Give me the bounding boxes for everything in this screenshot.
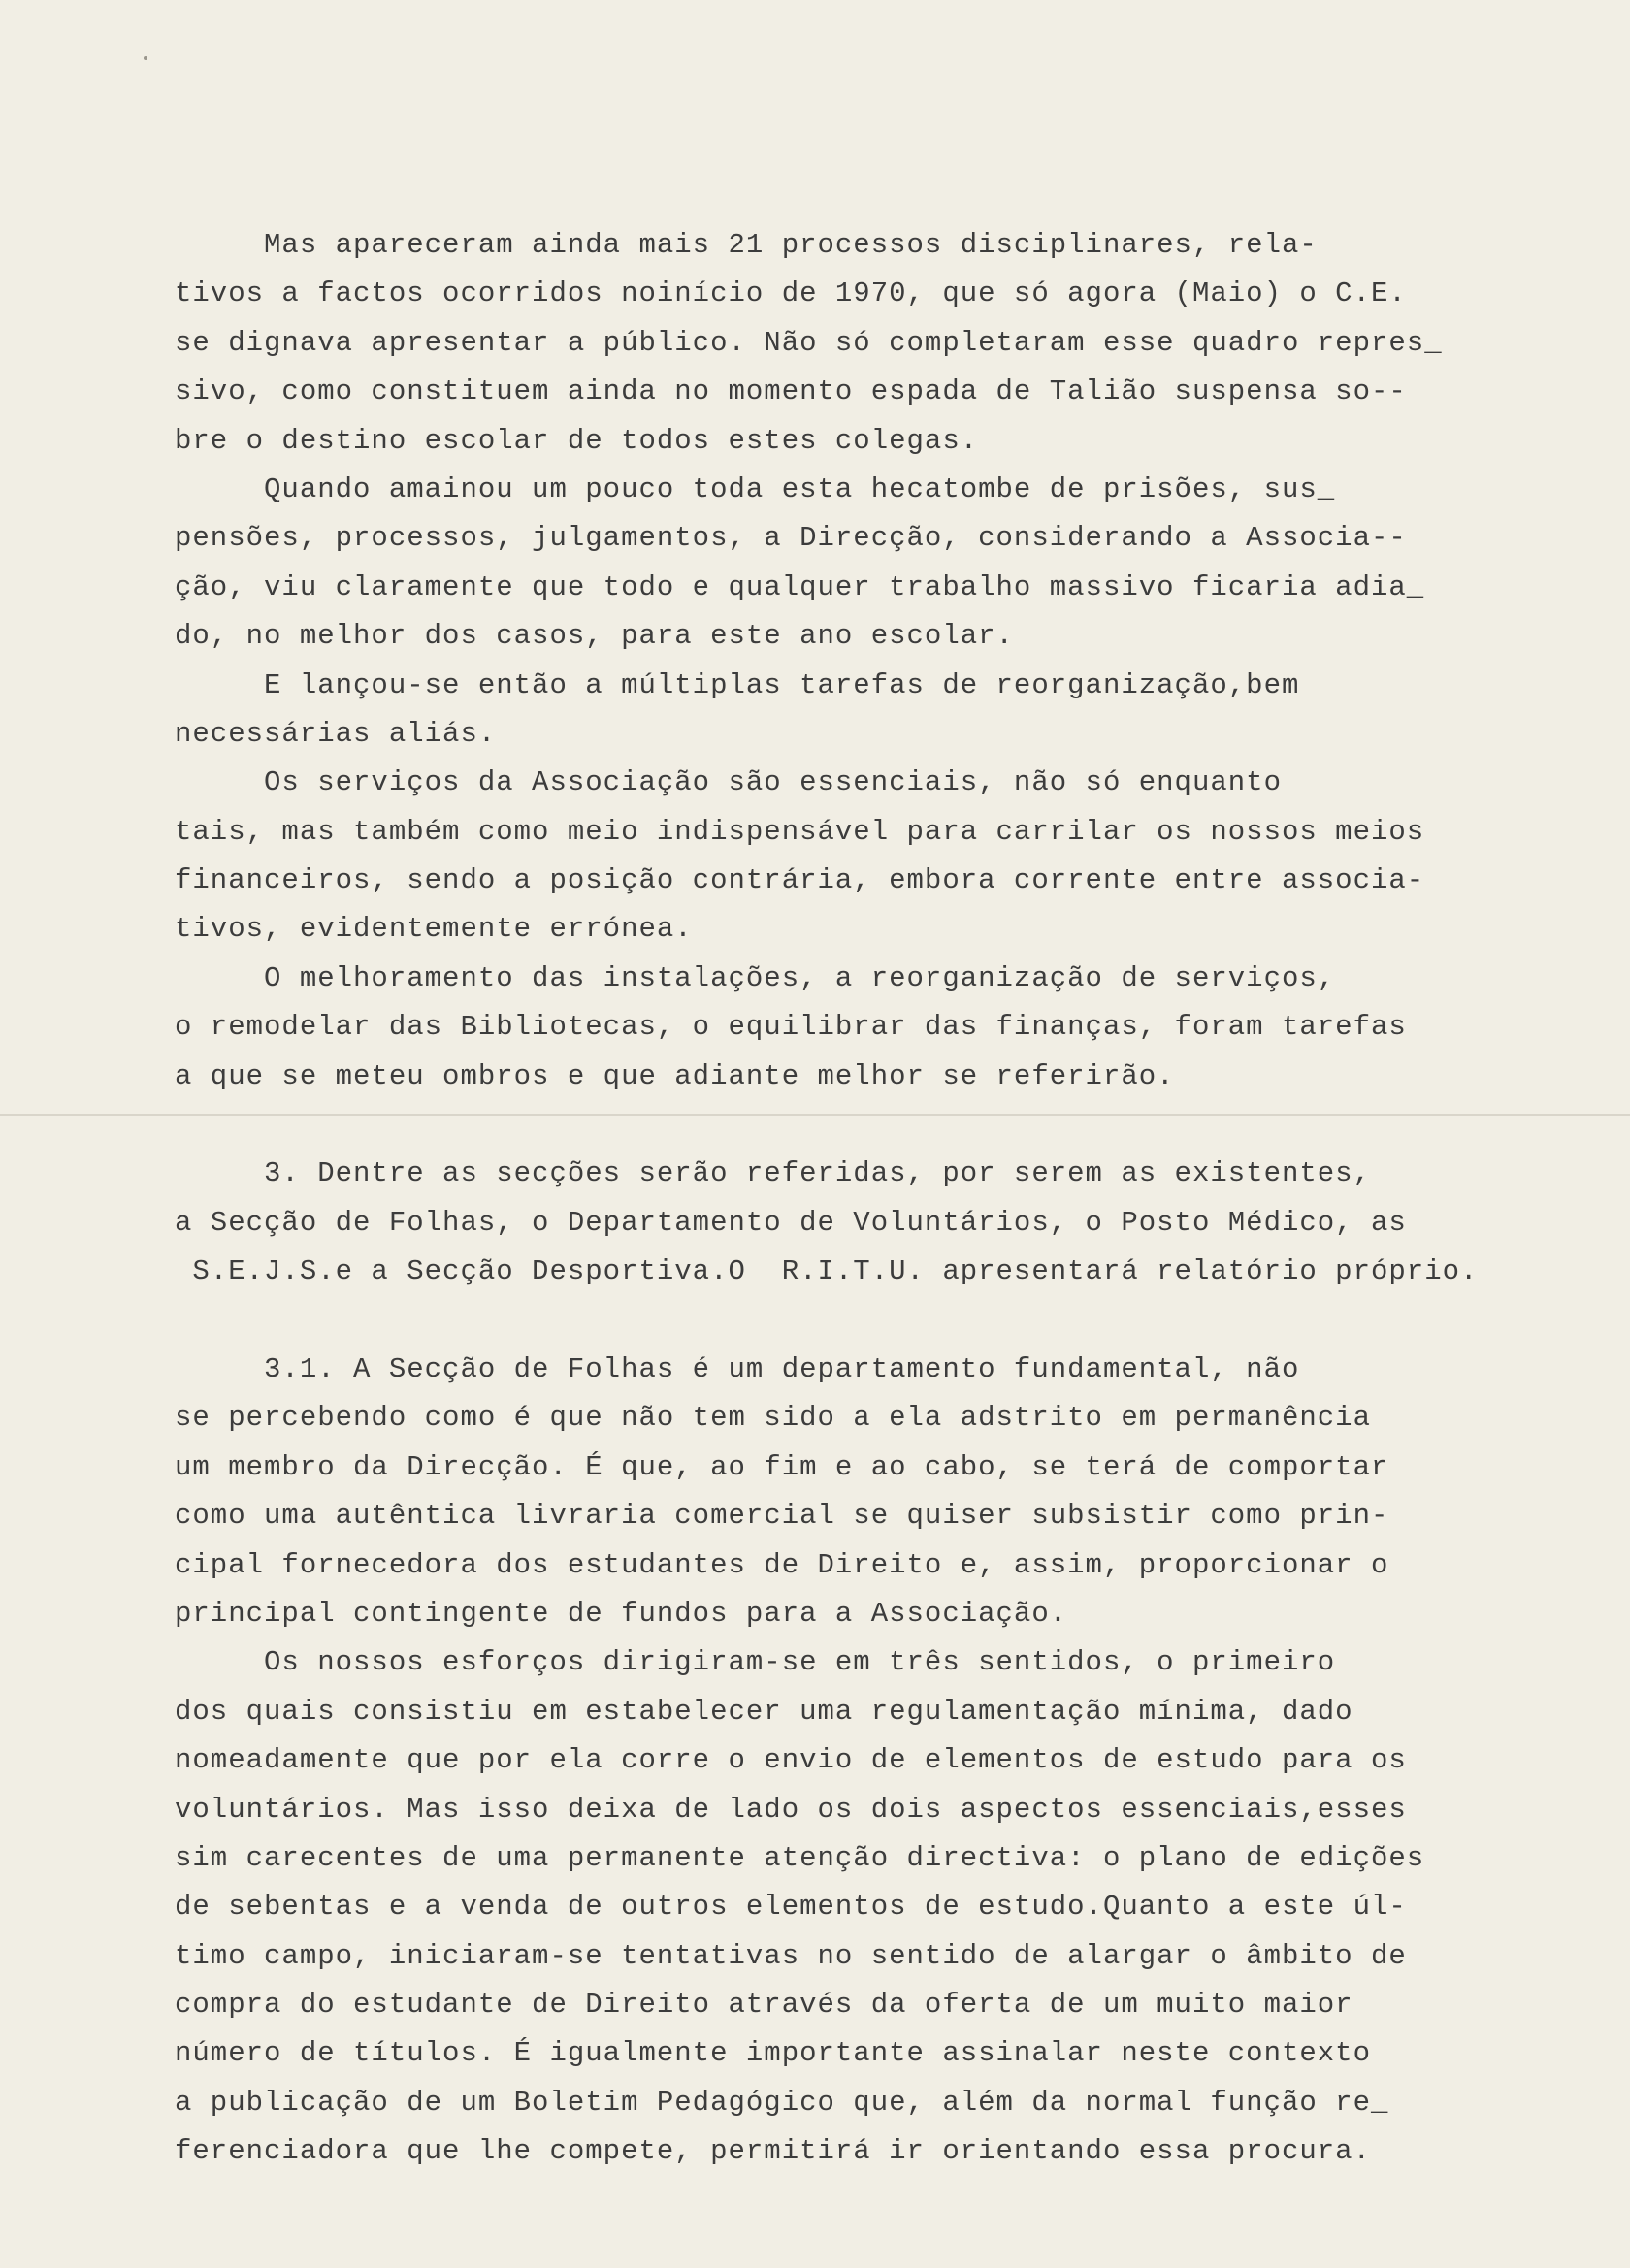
section-3-1-seccao-de-folhas bbox=[175, 1345, 1572, 1638]
section-3-seccoes bbox=[175, 1150, 1572, 1296]
text-line: a Secção de Folhas, o Departamento de Voluntários, o Posto Médico, as bbox=[175, 1206, 1407, 1239]
text-line: tivos, evidentemente errónea. bbox=[175, 913, 693, 946]
paragraph-esforcos bbox=[175, 1638, 1572, 2176]
text-line: cipal fornecedora dos estudantes de Direito e, assim, proporcionar o bbox=[175, 1548, 1389, 1581]
text-line: timo campo, iniciaram-se tentativas no sentido de alargar o âmbito de bbox=[175, 1939, 1407, 1972]
text-line: Mas apareceram ainda mais 21 processos disciplinares, rela- bbox=[175, 229, 1318, 261]
text-line: ção, viu claramente que todo e qualquer trabalho massivo ficaria adia_ bbox=[175, 570, 1425, 603]
text-line: S.E.J.S.e a Secção Desportiva.O R.I.T.U. apresentará relatório próprio. bbox=[175, 1255, 1479, 1288]
text-line: dos quais consistiu em estabelecer uma regulamentação mínima, dado bbox=[175, 1695, 1353, 1728]
paragraph-hecatombe bbox=[175, 466, 1572, 662]
blank-line bbox=[175, 1101, 1572, 1150]
text-line: se percebendo como é que não tem sido a ela adstrito em permanência bbox=[175, 1402, 1371, 1435]
text-line: nomeadamente que por ela corre o envio de elementos de estudo para os bbox=[175, 1744, 1407, 1777]
text-line: de sebentas e a venda de outros elementos de estudo.Quanto a este úl- bbox=[175, 1891, 1407, 1924]
text-line: Os nossos esforços dirigiram-se em três sentidos, o primeiro bbox=[175, 1646, 1336, 1679]
text-line: 3.1. A Secção de Folhas é um departamento fundamental, não bbox=[175, 1352, 1300, 1385]
ink-speck bbox=[144, 56, 147, 60]
text-line: bre o destino escolar de todos estes colegas. bbox=[175, 424, 979, 457]
text-line: se dignava apresentar a público. Não só completaram esse quadro repres_ bbox=[175, 326, 1443, 359]
text-line: o remodelar das Bibliotecas, o equilibrar das finanças, foram tarefas bbox=[175, 1011, 1407, 1044]
text-line: a que se meteu ombros e que adiante melhor se referirão. bbox=[175, 1059, 1175, 1092]
blank-line bbox=[175, 1297, 1572, 1345]
text-line: 3. Dentre as secções serão referidas, por serem as existentes, bbox=[175, 1157, 1371, 1190]
text-line: pensões, processos, julgamentos, a Direcção, considerando a Associa-- bbox=[175, 522, 1407, 555]
text-line: sim carecentes de uma permanente atenção directiva: o plano de edições bbox=[175, 1841, 1425, 1874]
document-body bbox=[175, 221, 1572, 2177]
text-line: O melhoramento das instalações, a reorganização de serviços, bbox=[175, 961, 1336, 994]
paragraph-servicos bbox=[175, 759, 1572, 955]
paragraph-processos bbox=[175, 221, 1572, 466]
text-line: financeiros, sendo a posição contrária, embora corrente entre associa- bbox=[175, 864, 1425, 897]
text-line: principal contingente de fundos para a Associação. bbox=[175, 1597, 1068, 1630]
text-line: do, no melhor dos casos, para este ano escolar. bbox=[175, 620, 1014, 653]
text-line: um membro da Direcção. É que, ao fim e ao cabo, se terá de comportar bbox=[175, 1450, 1389, 1483]
text-line: sivo, como constituem ainda no momento espada de Talião suspensa so-- bbox=[175, 375, 1407, 408]
text-line: a publicação de um Boletim Pedagógico que, além da normal função re_ bbox=[175, 2086, 1389, 2119]
text-line: necessárias aliás. bbox=[175, 717, 497, 750]
text-line: Os serviços da Associação são essenciais, não só enquanto bbox=[175, 766, 1282, 799]
text-line: ferenciadora que lhe compete, permitirá ir orientando essa procura. bbox=[175, 2135, 1371, 2168]
text-line: número de títulos. É igualmente importante assinalar neste contexto bbox=[175, 2037, 1371, 2070]
paragraph-reorganizacao bbox=[175, 662, 1572, 760]
text-line: Quando amainou um pouco toda esta hecatombe de prisões, sus_ bbox=[175, 472, 1336, 505]
paragraph-melhoramento bbox=[175, 955, 1572, 1101]
text-line: tivos a factos ocorridos noinício de 1970, que só agora (Maio) o C.E. bbox=[175, 277, 1407, 310]
text-line: E lançou-se então a múltiplas tarefas de reorganização,bem bbox=[175, 668, 1300, 701]
text-line: como uma autêntica livraria comercial se quiser subsistir como prin- bbox=[175, 1500, 1389, 1533]
text-line: tais, mas também como meio indispensável para carrilar os nossos meios bbox=[175, 815, 1425, 848]
text-line: compra do estudante de Direito através da oferta de um muito maior bbox=[175, 1989, 1353, 2022]
text-line: voluntários. Mas isso deixa de lado os dois aspectos essenciais,esses bbox=[175, 1793, 1407, 1826]
